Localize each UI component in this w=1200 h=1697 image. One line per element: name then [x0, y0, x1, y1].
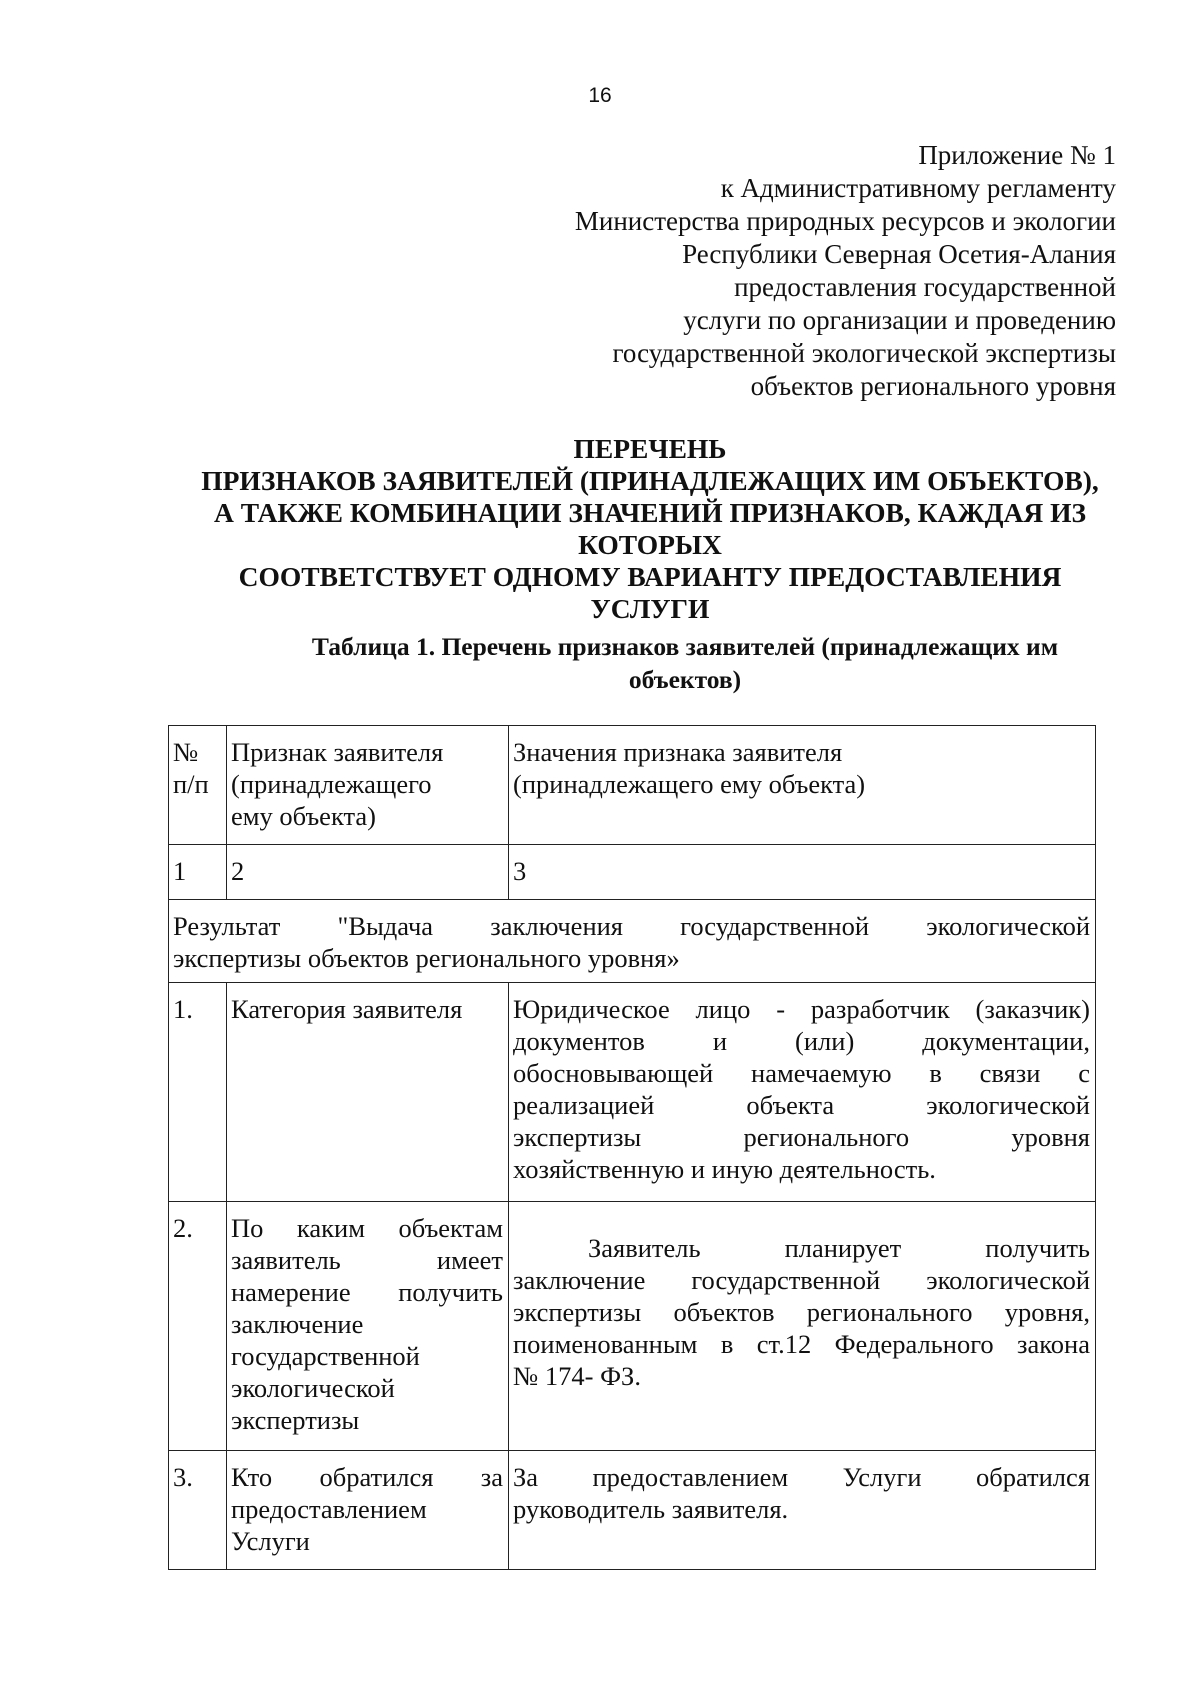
row-number-cell: 3. — [169, 1451, 227, 1570]
caption-line: объектов) — [628, 665, 742, 694]
row-value-line: Заявитель планирует получить — [588, 1233, 1090, 1263]
row-value-line: реализацией объекта экологической — [513, 1090, 1090, 1120]
header-attribute-line: Признак заявителя — [231, 737, 444, 767]
result-line: Результат "Выдача заключения государственной экологической — [173, 911, 1090, 941]
row-value-line: документов и (или) документации, — [513, 1026, 1090, 1056]
appendix-line: услуги по организации и проведению — [683, 305, 1116, 335]
row-attribute-line: государственной — [231, 1341, 420, 1371]
title-line: ПРИЗНАКОВ ЗАЯВИТЕЛЕЙ (ПРИНАДЛЕЖАЩИХ ИМ ОБЪЕКТОВ), — [201, 465, 1099, 496]
title-line: ПЕРЕЧЕНЬ — [573, 433, 727, 464]
row-value-cell — [509, 1202, 1096, 1451]
page-number: 16 — [588, 84, 612, 107]
row-value-line: хозяйственную и иную деятельность. — [513, 1154, 936, 1184]
header-value-line: Значения признака заявителя — [513, 737, 843, 767]
row-number-cell: 2. — [169, 1202, 227, 1451]
row-value-line: № 174- ФЗ. — [513, 1361, 641, 1391]
row-value-line: За предоставлением Услуги обратился — [513, 1462, 1090, 1492]
table-header-row — [169, 726, 1096, 845]
table-row — [169, 1451, 1096, 1570]
appendix-line: Министерства природных ресурсов и экологии — [574, 206, 1116, 236]
row-value-line: поименованным в ст.12 Федерального закона — [513, 1329, 1090, 1359]
index-cell: 1 — [169, 845, 227, 900]
row-number-cell: 1. — [169, 983, 227, 1202]
row-value-line: экспертизы регионального уровня — [513, 1122, 1090, 1152]
header-attribute-line: (принадлежащего — [231, 769, 432, 799]
row-value-line: руководитель заявителя. — [513, 1494, 789, 1524]
table-result-row — [169, 900, 1096, 983]
result-cell — [169, 900, 1096, 983]
header-value-line: (принадлежащего ему объекта) — [513, 769, 866, 799]
header-number-cell — [169, 726, 227, 845]
table-index-row — [169, 845, 1096, 900]
row-attribute-line: заключение — [231, 1309, 364, 1339]
appendix-line: Приложение № 1 — [918, 140, 1116, 170]
applicant-attributes-table — [168, 725, 1096, 1570]
title-line: А ТАКЖЕ КОМБИНАЦИИ ЗНАЧЕНИЙ ПРИЗНАКОВ, КАЖДАЯ ИЗ — [213, 497, 1087, 528]
title-line: КОТОРЫХ — [578, 529, 722, 560]
row-value-cell — [509, 983, 1096, 1202]
appendix-line: к Административному регламенту — [720, 173, 1116, 203]
row-value-cell — [509, 1451, 1096, 1570]
row-attribute-cell — [227, 1451, 509, 1570]
header-number-line: п/п — [173, 769, 209, 799]
row-value-line: обосновывающей намечаемую в связи с — [513, 1058, 1090, 1088]
row-attribute-line: экспертизы — [231, 1405, 360, 1435]
title-line: СООТВЕТСТВУЕТ ОДНОМУ ВАРИАНТУ ПРЕДОСТАВЛЕНИЯ — [238, 561, 1062, 592]
row-attribute-line: По каким объектам — [231, 1213, 503, 1243]
row-attribute-line: Кто обратился за — [231, 1462, 503, 1492]
row-value-line: Юридическое лицо - разработчик (заказчик) — [513, 994, 1090, 1024]
row-value-line: экспертизы объектов регионального уровня, — [513, 1297, 1090, 1327]
appendix-reference — [476, 139, 1116, 403]
row-attribute-line: Услуги — [231, 1526, 310, 1556]
header-attribute-cell — [227, 726, 509, 845]
header-number-line: № — [173, 737, 199, 767]
row-value-line: заключение государственной экологической — [513, 1265, 1090, 1295]
header-attribute-line: ему объекта) — [231, 801, 376, 831]
index-cell: 3 — [509, 845, 1096, 900]
row-attribute-line: предоставлением — [231, 1494, 427, 1524]
appendix-line: государственной экологической экспертизы — [612, 338, 1116, 368]
table-caption — [200, 630, 1170, 696]
row-attribute-line: экологической — [231, 1373, 395, 1403]
appendix-line: предоставления государственной — [734, 272, 1116, 302]
row-attribute-line: заявитель имеет — [231, 1245, 503, 1275]
header-value-cell — [509, 726, 1096, 845]
row-attribute-line: Категория заявителя — [231, 994, 463, 1024]
row-attribute-cell — [227, 983, 509, 1202]
title-line: УСЛУГИ — [590, 593, 710, 624]
table-row — [169, 1202, 1096, 1451]
row-attribute-line: намерение получить — [231, 1277, 503, 1307]
appendix-line: Республики Северная Осетия-Алания — [682, 239, 1116, 269]
table-row — [169, 983, 1096, 1202]
document-title — [150, 433, 1150, 625]
row-attribute-cell — [227, 1202, 509, 1451]
appendix-line: объектов регионального уровня — [750, 371, 1116, 401]
result-line: экспертизы объектов регионального уровня» — [173, 943, 680, 973]
index-cell: 2 — [227, 845, 509, 900]
caption-line: Таблица 1. Перечень признаков заявителей (принадлежащих им — [311, 632, 1059, 661]
